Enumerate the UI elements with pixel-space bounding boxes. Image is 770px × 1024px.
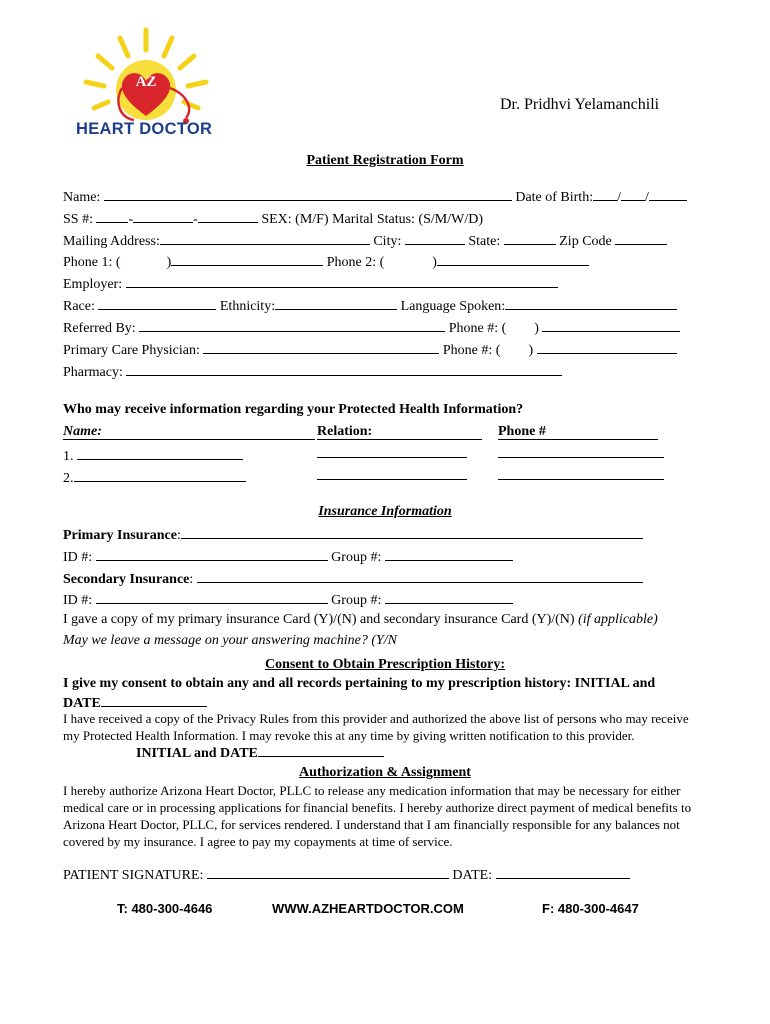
mailing-field[interactable]: [160, 231, 370, 245]
name-label: Name:: [63, 190, 101, 205]
phi-col-phone-label: Phone #: [498, 424, 658, 440]
pharmacy-field[interactable]: [126, 362, 562, 376]
referred-field[interactable]: [139, 318, 445, 332]
ethnicity-label: Ethnicity:: [219, 299, 276, 314]
secondary-id-label: ID #:: [63, 593, 93, 608]
zip-field[interactable]: [615, 231, 667, 245]
language-field[interactable]: [505, 296, 677, 310]
dob-year-field[interactable]: [649, 187, 687, 201]
primary-group-label: Group #:: [331, 550, 382, 565]
marital-label[interactable]: Marital Status: (S/M/W/D): [332, 212, 483, 227]
signature-date-label: DATE:: [452, 868, 493, 883]
row-employer: [63, 274, 558, 294]
form-title: Patient Registration Form: [306, 153, 464, 168]
row-secondary-id: [63, 590, 513, 610]
secondary-group-label: Group #:: [331, 593, 382, 608]
phi-row-1-relation-field[interactable]: [317, 457, 467, 458]
ss-label: SS #:: [63, 212, 93, 227]
card-copy-text[interactable]: I gave a copy of my primary insurance Card (Y)/(N) and secondary insurance Card (Y)/(N): [63, 612, 575, 627]
phi-row-1-phone-field[interactable]: [498, 457, 664, 458]
referred-phone-field[interactable]: [542, 318, 680, 332]
phi-row-2: [63, 468, 246, 488]
signature-date-field[interactable]: [496, 865, 630, 879]
employer-label: Employer:: [63, 277, 123, 292]
race-field[interactable]: [98, 296, 216, 310]
state-field[interactable]: [504, 231, 556, 245]
consent-line1: I give my consent to obtain any and all records pertaining to my prescription history: INITIAL and: [63, 676, 656, 691]
primary-insurance-label: Primary Insurance: [63, 528, 177, 543]
referred-label: Referred By:: [63, 321, 136, 336]
pcp-label: Primary Care Physician:: [63, 343, 200, 358]
row-secondary-insurance: Secondary Insurance:: [63, 569, 643, 589]
referred-phone-label: Phone #: (: [448, 321, 507, 336]
logo: [74, 24, 222, 142]
pcp-phone-label: Phone #: (: [442, 343, 501, 358]
if-applicable-text: (if applicable): [578, 612, 658, 627]
primary-insurance-field[interactable]: [181, 525, 643, 539]
message-question[interactable]: May we leave a message on your answering machine? (Y/N: [63, 633, 397, 648]
city-label: City:: [373, 234, 402, 249]
phi-question: Who may receive information regarding your Protected Health Information?: [63, 402, 524, 417]
ss-part1-field[interactable]: [96, 209, 128, 223]
insurance-heading: Insurance Information: [318, 504, 452, 519]
privacy-text: I have received a copy of the Privacy Rules from this provider and authorized the above list of persons who may receive my Protected Health Information. I may revoke this at any time by giving written notification to this provider.: [63, 711, 689, 743]
primary-id-label: ID #:: [63, 550, 93, 565]
phi-col-name: [63, 423, 315, 441]
row-ss-sex-marital: SS #: - - SEX: (M/F) Marital Status: (S/M/W/D): [63, 209, 483, 229]
ss-part3-field[interactable]: [198, 209, 258, 223]
authorization-heading: Authorization & Assignment: [299, 765, 471, 780]
pharmacy-label: Pharmacy:: [63, 365, 123, 380]
dob-month-field[interactable]: [593, 187, 617, 201]
row-name-dob: Name: Date of Birth: / /: [63, 187, 687, 207]
race-label: Race:: [63, 299, 95, 314]
employer-field[interactable]: [126, 274, 558, 288]
phone1-label: Phone 1: (: [63, 255, 121, 270]
signature-row: [63, 865, 630, 885]
phone1-field[interactable]: [171, 252, 323, 266]
footer-phone: T: 480-300-4646: [117, 901, 213, 916]
secondary-insurance-field[interactable]: [197, 569, 643, 583]
mailing-label: Mailing Address:: [63, 234, 160, 249]
secondary-id-field[interactable]: [96, 590, 328, 604]
sex-label[interactable]: SEX: (M/F): [261, 212, 329, 227]
footer-fax: F: 480-300-4647: [542, 901, 639, 916]
phi-col-phone: [498, 423, 658, 441]
phi-col-relation: [317, 423, 482, 441]
ss-part2-field[interactable]: [133, 209, 193, 223]
privacy-initial-date-label: INITIAL and DATE: [136, 746, 258, 761]
logo-badge: AZ: [135, 74, 157, 90]
city-field[interactable]: [405, 231, 465, 245]
logo-brand: HEART DOCTOR: [76, 120, 213, 138]
pcp-phone-field[interactable]: [537, 340, 677, 354]
primary-id-field[interactable]: [96, 547, 328, 561]
consent-heading: Consent to Obtain Prescription History:: [264, 657, 506, 672]
privacy-initial-date: [136, 743, 384, 763]
privacy-initial-date-field[interactable]: [258, 743, 384, 757]
row-pcp: Primary Care Physician: Phone #: ( ): [63, 340, 677, 360]
phi-col-relation-label: Relation:: [317, 424, 482, 440]
pcp-field[interactable]: [203, 340, 439, 354]
row-phones: Phone 1: ( ) Phone 2: ( ): [63, 252, 589, 272]
signature-label: PATIENT SIGNATURE:: [63, 868, 204, 883]
language-label: Language Spoken:: [400, 299, 506, 314]
ethnicity-field[interactable]: [275, 296, 397, 310]
state-label: State:: [468, 234, 501, 249]
phi-row-2-label: 2.: [63, 471, 74, 486]
row-card-copy: [63, 611, 658, 629]
phi-row-1-label: 1.: [63, 449, 74, 464]
row-referred: Referred By: Phone #: ( ): [63, 318, 680, 338]
dob-day-field[interactable]: [621, 187, 645, 201]
row-race: [63, 296, 677, 316]
phone2-label: Phone 2: (: [326, 255, 385, 270]
row-address: [63, 231, 667, 251]
row-primary-insurance: Primary Insurance:: [63, 525, 643, 545]
doctor-name: Dr. Pridhvi Yelamanchili: [500, 96, 660, 113]
row-primary-id: [63, 547, 513, 567]
secondary-insurance-label: Secondary Insurance: [63, 572, 190, 587]
consent-date-field[interactable]: [101, 693, 207, 707]
footer-website[interactable]: WWW.AZHEARTDOCTOR.COM: [272, 901, 464, 916]
phi-row-2-phone-field[interactable]: [498, 479, 664, 480]
phi-row-1-name-field[interactable]: [77, 446, 243, 460]
row-pharmacy: [63, 362, 562, 382]
primary-group-field[interactable]: [385, 547, 513, 561]
dob-label: Date of Birth:: [515, 190, 594, 205]
phi-row-2-name-field[interactable]: [74, 468, 246, 482]
phi-row-1: [63, 446, 243, 466]
authorization-text: I hereby authorize Arizona Heart Doctor, PLLC to release any medication information that may be necessary for either medical care or in processing applications for financial benefits. I hereby authorize direct payment of medical benefits to Arizona Heart Doctor, PLLC, for services rendered. I understand that I am financially responsible for any balances not covered by my insurance. I agree to pay my copayments at time of service.: [63, 783, 692, 849]
phone2-field[interactable]: [437, 252, 589, 266]
secondary-group-field[interactable]: [385, 590, 513, 604]
zip-label: Zip Code: [559, 234, 612, 249]
phi-row-2-relation-field[interactable]: [317, 479, 467, 480]
phi-col-name-label: Name:: [63, 424, 315, 440]
consent-date-label: DATE: [63, 696, 101, 711]
signature-field[interactable]: [207, 865, 449, 879]
name-field[interactable]: [104, 187, 512, 201]
